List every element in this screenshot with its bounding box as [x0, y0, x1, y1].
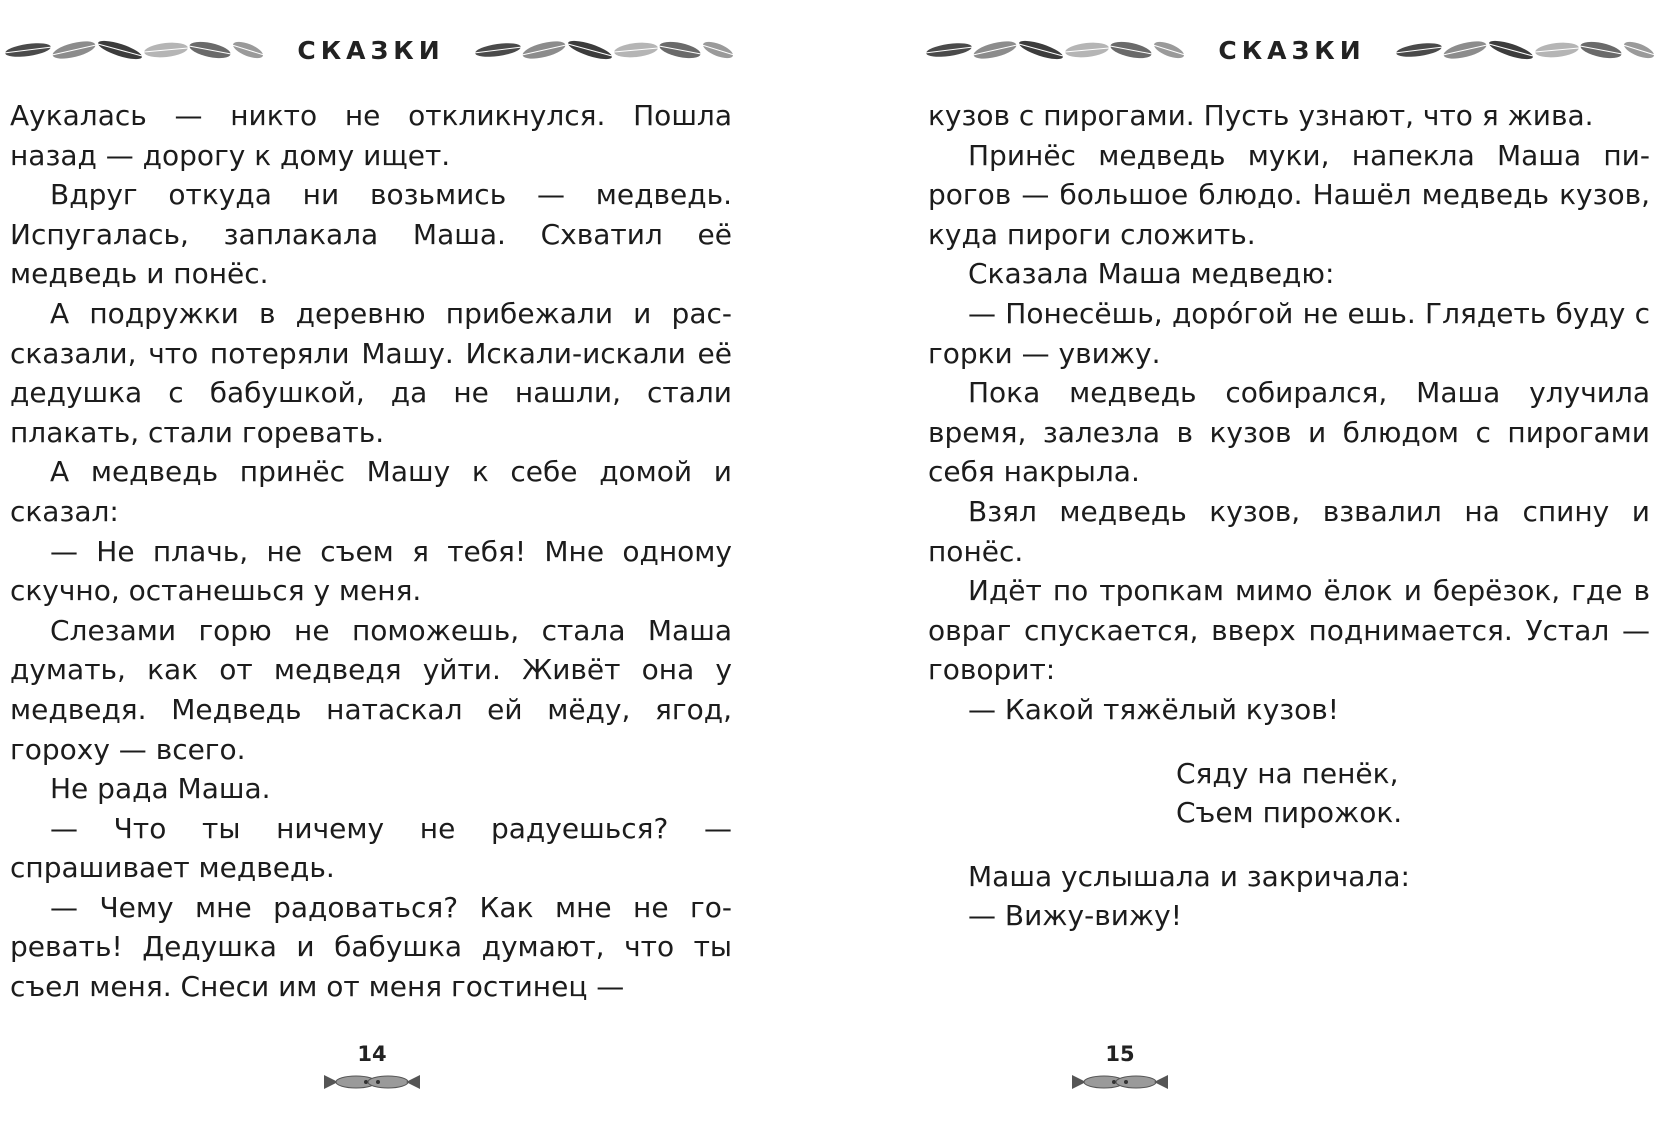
paragraph: Вдруг откуда ни возьмись — медведь. Испугалась, заплакала Маша. Схватил её медведь и понёс. — [10, 178, 732, 291]
paragraph: Маша услышала и закричала: — [968, 859, 1410, 893]
left-page-body — [10, 96, 732, 1007]
paragraph: Аукалась — никто не откликнулся. Пошла назад — дорогу к дому ищет. — [10, 99, 732, 172]
right-page-body — [928, 96, 1650, 936]
right-page-header — [921, 28, 1663, 72]
paragraph: Идёт по тропкам мимо ёлок и берёзок, где в овраг спускается, вверх поднимается. Устал — говорит: — [928, 574, 1650, 687]
page-number: 15 — [1105, 1042, 1135, 1066]
right-page-footer — [1050, 1042, 1190, 1093]
double-fish-icon — [1070, 1071, 1170, 1093]
verse-line: Съем пирожок. — [1176, 796, 1403, 830]
double-fish-icon — [322, 1071, 422, 1093]
feather-row-icon — [470, 38, 742, 62]
paragraph: — Не плачь, не съем я тебя! Мне одному скучно, останешься у меня. — [10, 534, 732, 608]
running-title: СКАЗКИ — [297, 35, 445, 65]
paragraph: А медведь принёс Машу к себе домой и сказал: — [10, 455, 732, 528]
paragraph: Сказала Маша медведю: — [968, 257, 1335, 291]
left-page-header — [0, 28, 742, 72]
right-page — [828, 0, 1664, 1131]
paragraph: — Понесёшь, доро́гой не ешь. Глядеть буду с горки — увижу. — [928, 296, 1650, 370]
paragraph: Пока медведь собирался, Маша улучила время, залезла в кузов и блюдом с пирогами себя накрыла. — [928, 376, 1650, 489]
page-number: 14 — [357, 1042, 387, 1066]
left-page — [0, 0, 828, 1131]
paragraph: Слезами горю не поможешь, стала Маша думать, как от медведя уйти. Живёт она у медведя. Медведь натаскал ей мёду, ягод, гороху — всего. — [10, 613, 732, 766]
paragraph: Принёс медведь муки, напекла Маша пирогов — большое блюдо. Нашёл медведь кузов, куда пироги сложить. — [928, 138, 1650, 251]
paragraph: кузов с пирогами. Пусть узнают, что я жива. — [928, 99, 1594, 132]
paragraph: — Чему мне радоваться? Как мне не горевать! Дедушка и бабушка думают, что ты съел меня. Снеси им от меня гостинец — — [10, 890, 732, 1004]
paragraph: — Вижу-вижу! — [968, 899, 1182, 933]
verse-line: Сяду на пенёк, — [1176, 756, 1399, 790]
paragraph: — Что ты ничему не радуешься? — спрашивает медведь. — [10, 811, 732, 885]
feather-row-icon — [1391, 38, 1663, 62]
feather-row-icon — [0, 38, 272, 62]
paragraph: Взял медведь кузов, взвалил на спину и понёс. — [928, 494, 1650, 568]
running-title: СКАЗКИ — [1218, 35, 1366, 65]
verse — [1176, 754, 1650, 833]
paragraph: — Какой тяжёлый кузов! — [968, 692, 1340, 726]
left-page-footer — [302, 1042, 442, 1093]
paragraph: А подружки в деревню прибежали и рассказали, что потеряли Машу. Искали-искали её дедушка с бабушкой, да не нашли, стали плакать, стали горевать. — [10, 296, 732, 449]
feather-row-icon — [921, 38, 1193, 62]
paragraph: Не рада Маша. — [50, 772, 271, 806]
